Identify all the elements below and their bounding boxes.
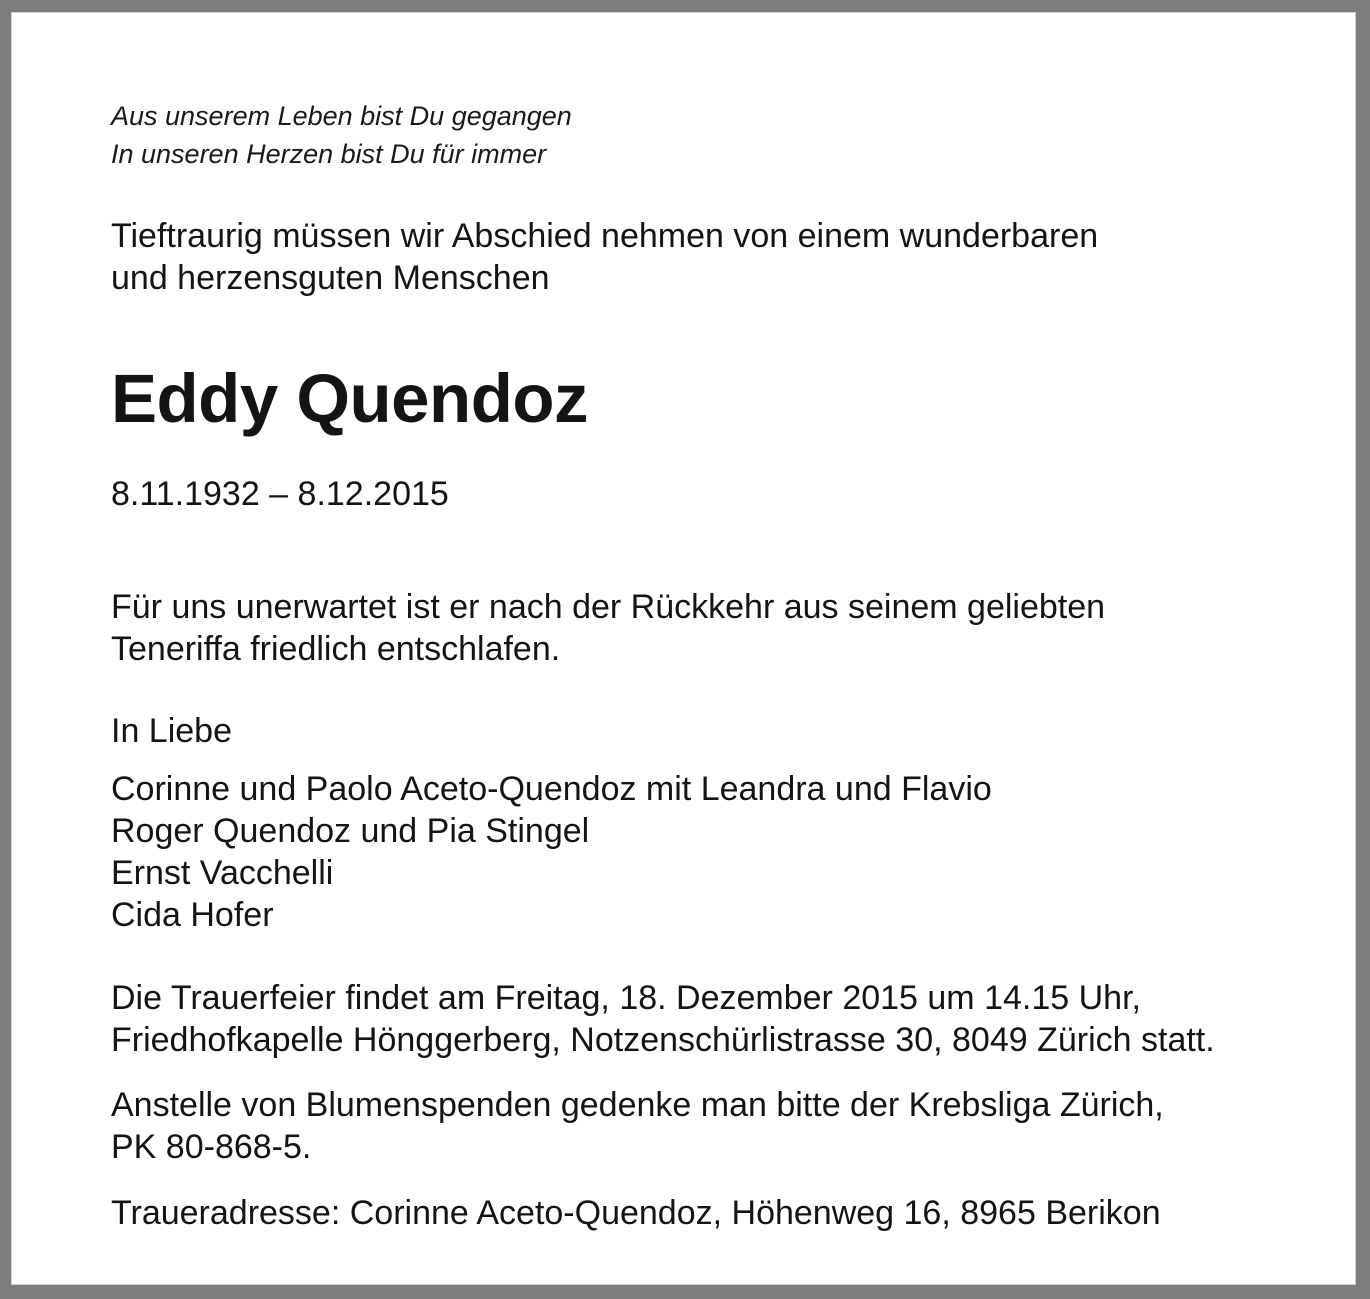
- mourner-entry: Cida Hofer: [111, 896, 274, 934]
- donation-line: Anstelle von Blumenspenden gedenke man bitte der Krebsliga Zürich,: [111, 1086, 1164, 1124]
- deceased-name: Eddy Quendoz: [111, 360, 588, 437]
- message-text: [111, 586, 1105, 670]
- service-line: Die Trauerfeier findet am Freitag, 18. Dezember 2015 um 14.15 Uhr,: [111, 979, 1141, 1017]
- service-line: Friedhofkapelle Hönggerberg, Notzenschürlistrasse 30, 8049 Zürich statt.: [111, 1021, 1215, 1059]
- mourner-entry: Ernst Vacchelli: [111, 854, 334, 892]
- life-dates: 8.11.1932 – 8.12.2015: [111, 475, 449, 513]
- intro-line: Tieftraurig müssen wir Abschied nehmen von einem wunderbaren: [111, 217, 1099, 255]
- obituary-page: [11, 12, 1356, 1285]
- intro-text: [111, 215, 1098, 299]
- service-info: [111, 977, 1215, 1061]
- intro-line: und herzensguten Menschen: [111, 259, 550, 297]
- motto-line: Aus unserem Leben bist Du gegangen: [111, 101, 572, 131]
- motto-line: In unseren Herzen bist Du für immer: [111, 139, 547, 169]
- mourner-entry: Roger Quendoz und Pia Stingel: [111, 812, 590, 850]
- mourner-entry: Corinne und Paolo Aceto-Quendoz mit Leandra und Flavio: [111, 770, 992, 808]
- donation-info: [111, 1084, 1164, 1168]
- closing-text: In Liebe: [111, 712, 232, 750]
- message-line: Teneriffa friedlich entschlafen.: [111, 630, 561, 668]
- mourning-address: Traueradresse: Corinne Aceto-Quendoz, Höhenweg 16, 8965 Berikon: [111, 1194, 1161, 1232]
- mourners-list: [111, 768, 992, 936]
- message-line: Für uns unerwartet ist er nach der Rückkehr aus seinem geliebten: [111, 588, 1106, 626]
- donation-line: PK 80-868-5.: [111, 1128, 312, 1166]
- motto: [111, 97, 572, 173]
